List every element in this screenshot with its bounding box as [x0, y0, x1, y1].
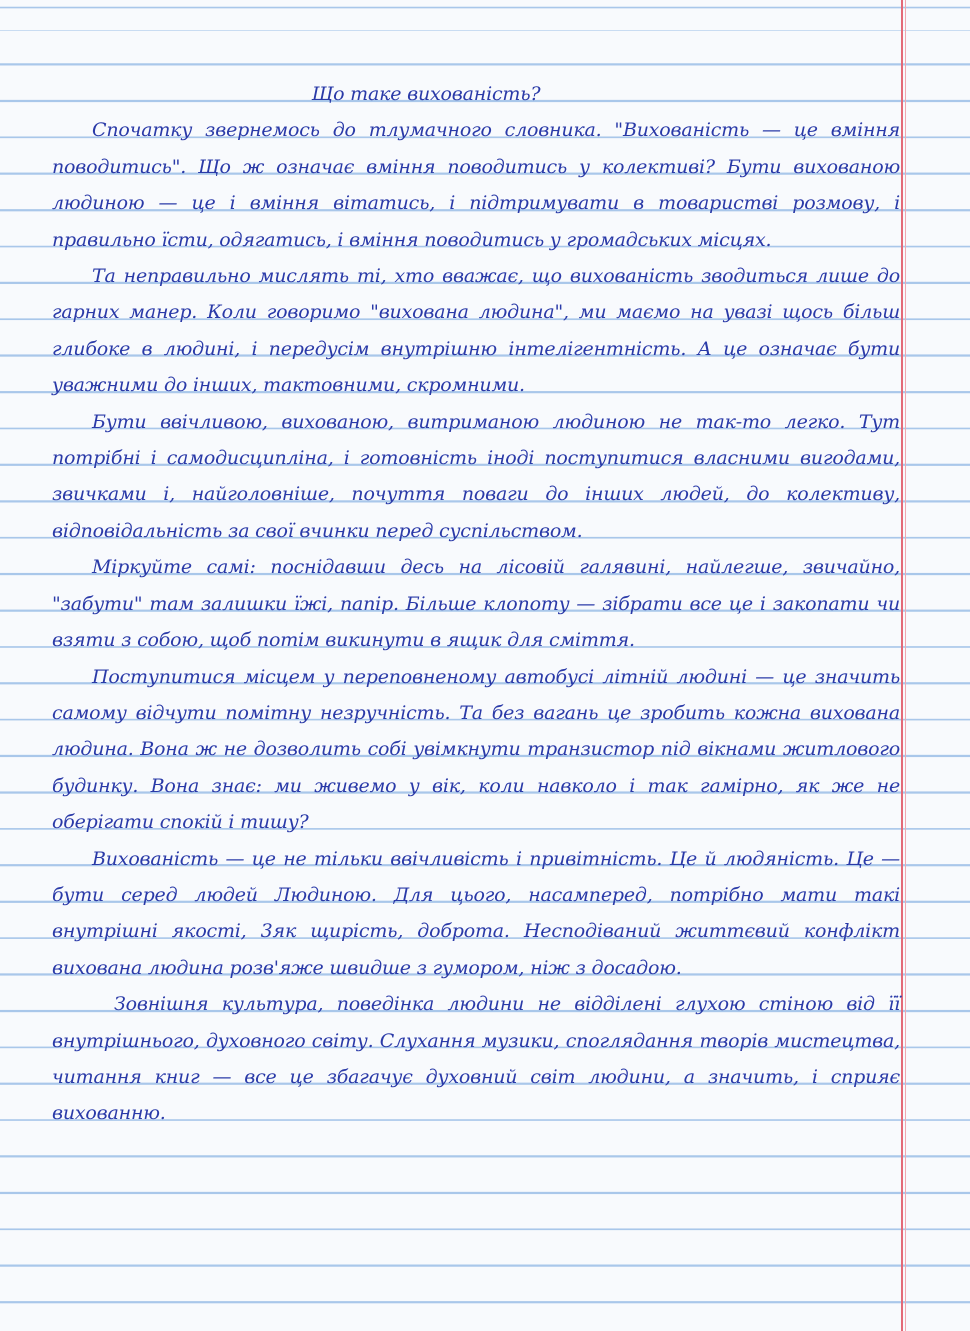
handwritten-essay: [52, 76, 912, 1132]
paragraph-2: Та неправильно мислять ті, хто вважає, що вихованість зводиться лише до гарних манер. Коли говоримо "вихована людина", ми маємо на увазі щось більш глибоке в людині, і передусім внутрішню інтелігентність. А це означає бути уважними до інших, тактовними, скромними.: [52, 265, 900, 397]
paragraph-7: Зовнішня культура, поведінка людини не відділені глухою стіною від її внутрішнього, духовного світу. Слухання музики, споглядання творів мистецтва, читання книг — все це збагачує духовний світ людини, а значить, і сприяє вихованню.: [52, 993, 900, 1125]
paragraph-5: Поступитися місцем у переповненому автобусі літній людині — це значить самому відчути помітну незручність. Та без вагань це зробить кожна вихована людина. Вона ж не дозволить собі увімкнути транзистор під вікнами житлового будинку. Вона знає: ми живемо у вік, коли навколо і так гамірно, як же не оберігати спокій і тишу?: [52, 665, 900, 834]
paragraph-1: Спочатку звернемось до тлумачного словника. "Вихованість — це вміння поводитись". Що ж означає вміння поводитись у колективі? Бути вихованою людиною — це і вміння вітатись, і підтримувати в товаристві розмову, і правильно їсти, одягатись, і вміння поводитись у громадських місцях.: [52, 119, 900, 251]
essay-title: Що таке вихованість?: [311, 83, 541, 105]
top-rule: [0, 30, 970, 31]
paragraph-3: Бути ввічливою, вихованою, витриманою людиною не так-то легко. Тут потрібні і самодисципліна, і готовність іноді поступитися власними вигодами, звичками і, найголовніше, почуття поваги до інших людей, до колективу, відповідальність за свої вчинки перед суспільством.: [52, 410, 900, 542]
paragraph-4: Міркуйте самі: поснідавши десь на лісовій галявині, найлегше, звичайно, "забути" там залишки їжі, папір. Більше клопоту — зібрати все це і закопати чи взяти з собою, щоб потім викинути в ящик для сміття.: [52, 556, 900, 652]
paragraph-6: Вихованість — це не тільки ввічливість і привітність. Це й людяність. Це — бути серед людей Людиною. Для цього, насамперед, потрібно мати такі внутрішні якості, 3як щирість, доброта. Несподіваний життєвий конфлікт вихована людина розв'яже швидше з гумором, ніж з досадою.: [52, 847, 900, 979]
